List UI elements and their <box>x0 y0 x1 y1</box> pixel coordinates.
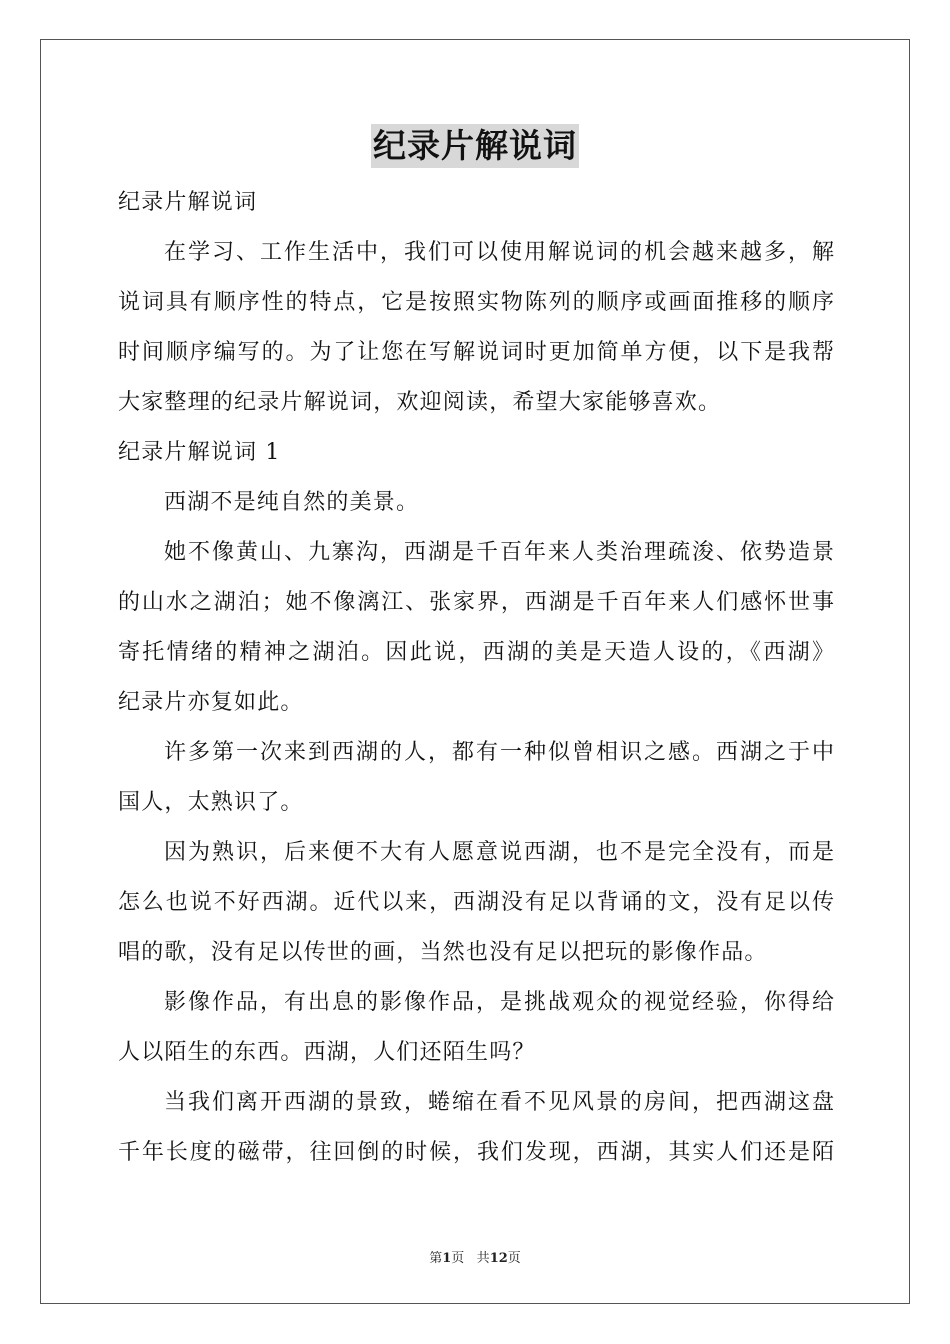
text-line: 在学习、工作生活中，我们可以使用解说词的机会越来越多，解 <box>164 240 834 265</box>
text-line: 大家整理的纪录片解说词，欢迎阅读，希望大家能够喜欢。 <box>118 390 722 415</box>
text-line: 纪录片解说词 <box>118 190 258 215</box>
text-line: 她不像黄山、九寨沟，西湖是千百年来人类治理疏浚、依势造景 <box>164 540 834 565</box>
footer-total-pages: 12 <box>489 1251 508 1266</box>
document-body <box>118 178 834 1178</box>
text-line: 说词具有顺序性的特点，它是按照实物陈列的顺序或画面推移的顺序 <box>118 290 834 315</box>
page-footer <box>0 1247 950 1266</box>
text-line: 西湖不是纯自然的美景。 <box>164 490 420 515</box>
text-line: 许多第一次来到西湖的人，都有一种似曾相识之感。西湖之于中 <box>164 740 834 765</box>
footer-total-suffix: 页 <box>507 1251 521 1266</box>
text-line: 因为熟识，后来便不大有人愿意说西湖，也不是完全没有，而是 <box>164 840 834 865</box>
text-line: 寄托情绪的精神之湖泊。因此说，西湖的美是天造人设的，《西湖》 <box>118 640 834 665</box>
text-line: 千年长度的磁带，往回倒的时候，我们发现，西湖，其实人们还是陌 <box>118 1140 834 1165</box>
text-line: 国人，太熟识了。 <box>118 790 304 815</box>
text-line: 人以陌生的东西。西湖，人们还陌生吗？ <box>118 1040 536 1065</box>
text-line: 怎么也说不好西湖。近代以来，西湖没有足以背诵的文，没有足以传 <box>118 890 834 915</box>
text-line: 的山水之湖泊；她不像漓江、张家界，西湖是千百年来人们感怀世事 <box>118 590 834 615</box>
text-line: 纪录片解说词 1 <box>118 440 281 465</box>
text-line: 当我们离开西湖的景致，蜷缩在看不见风景的房间，把西湖这盘 <box>164 1090 834 1115</box>
text-line: 纪录片亦复如此。 <box>118 690 304 715</box>
footer-total-prefix: 共 <box>476 1251 490 1266</box>
text-line: 唱的歌，没有足以传世的画，当然也没有足以把玩的影像作品。 <box>118 940 768 965</box>
text-line: 时间顺序编写的。为了让您在写解说词时更加简单方便，以下是我帮 <box>118 340 834 365</box>
footer-page-suffix: 页 <box>451 1251 465 1266</box>
document-title: 纪录片解说词 <box>371 124 579 168</box>
footer-page-prefix: 第 <box>429 1251 443 1266</box>
text-line: 影像作品，有出息的影像作品，是挑战观众的视觉经验，你得给 <box>164 990 834 1015</box>
title-container <box>0 124 950 168</box>
footer-page-number: 1 <box>442 1251 452 1266</box>
